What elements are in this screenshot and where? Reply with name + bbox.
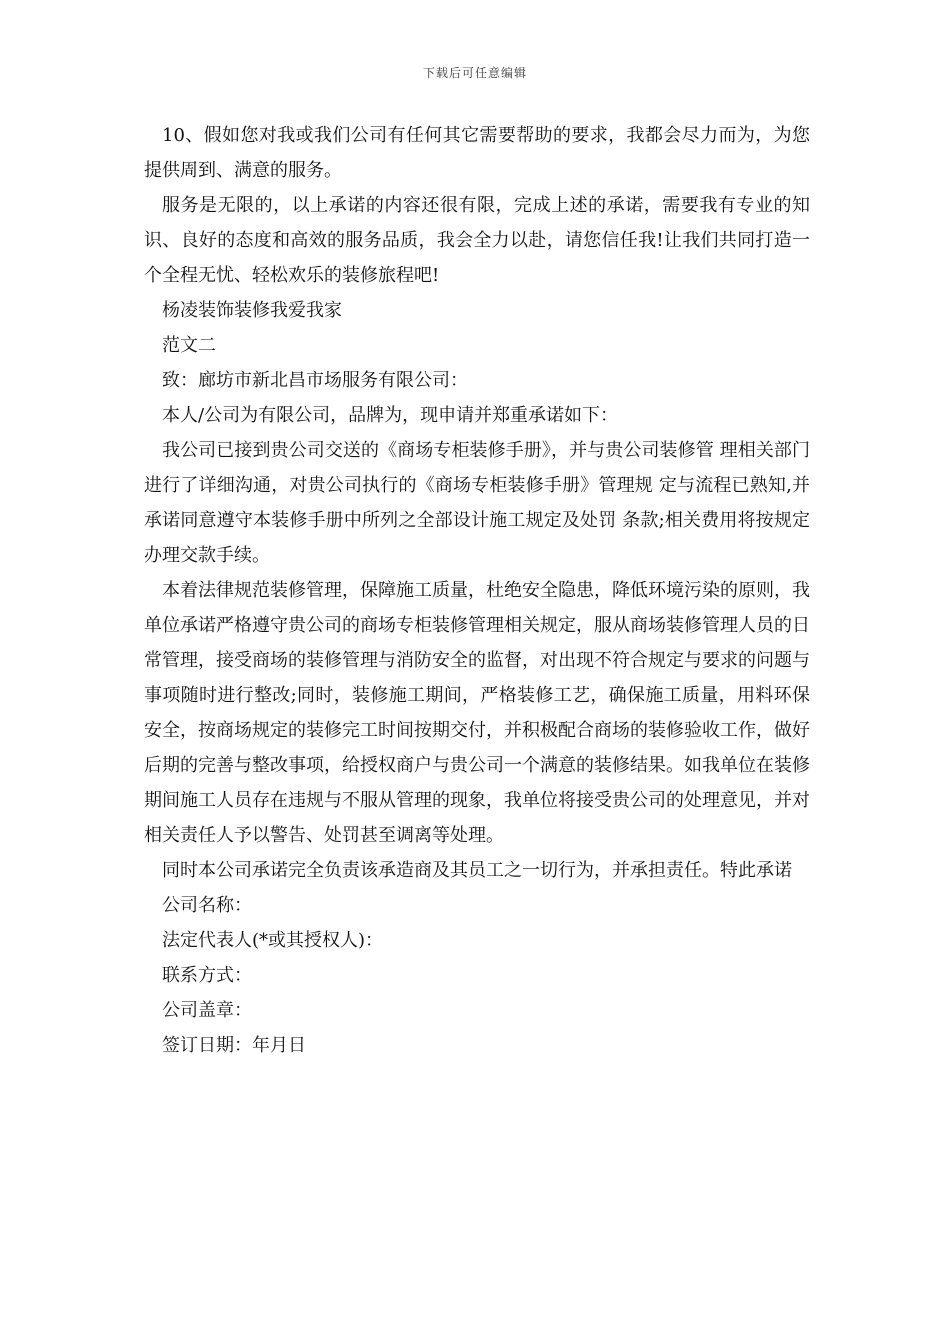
- document-body: [144, 118, 810, 1063]
- paragraph-compliance-commitment: 本着法律规范装修管理，保障施工质量，杜绝安全隐患，降低环境污染的原则，我单位承诺严格遵守贵公司的商场专柜装修管理相关规定，服从商场装修管理人员的日常管理，接受商场的装修管理与消防安全的监督，对出现不符合规定与要求的问题与事项随时进行整改;同时，装修施工期间，严格装修工艺，确保施工质量，用料环保安全，按商场规定的装修完工时间按期交付，并积极配合商场的装修验收工作，做好后期的完善与整改事项，给授权商户与贵公司一个满意的装修结果。如我单位在装修期间施工人员存在违规与不服从管理的现象，我单位将接受贵公司的处理意见，并对相关责任人予以警告、处罚甚至调离等处理。: [144, 580, 810, 846]
- page-header: 下载后可任意编辑: [422, 66, 527, 80]
- field-sign-date: 签订日期：年月日: [162, 1035, 306, 1056]
- addressee: 致：廊坊市新北昌市场服务有限公司：: [162, 370, 468, 391]
- applicant-statement: 本人/公司为有限公司，品牌为，现申请并郑重承诺如下：: [162, 405, 619, 426]
- signature-line: 杨凌装饰装修我爱我家: [162, 300, 342, 321]
- field-company-seal: 公司盖章：: [162, 1000, 252, 1021]
- paragraph-responsibility: 同时本公司承诺完全负责该承造商及其员工之一切行为，并承担责任。特此承诺: [162, 860, 792, 881]
- paragraph-service-summary: 服务是无限的，以上承诺的内容还很有限，完成上述的承诺，需要我有专业的知识、良好的态度和高效的服务品质，我会全力以赴，请您信任我!让我们共同打造一个全程无忧、轻松欢乐的装修旅程吧!: [144, 195, 810, 286]
- field-contact: 联系方式：: [162, 965, 252, 986]
- paragraph-manual-acknowledgement: 我公司已接到贵公司交送的《商场专柜装修手册》，并与贵公司装修管 理相关部门进行了详细沟通，对贵公司执行的《商场专柜装修手册》管理规 定与流程已熟知,并承诺同意遵守本装修手册中所列之全部设计施工规定及处罚 条款;相关费用将按规定办理交款手续。: [144, 440, 810, 566]
- paragraph-item-10: 10、假如您对我或我们公司有任何其它需要帮助的要求，我都会尽力而为，为您提供周到、满意的服务。: [144, 125, 810, 181]
- field-company-name: 公司名称：: [162, 895, 252, 916]
- section-title: 范文二: [162, 335, 216, 356]
- field-legal-representative: 法定代表人(*或其授权人)：: [162, 930, 384, 951]
